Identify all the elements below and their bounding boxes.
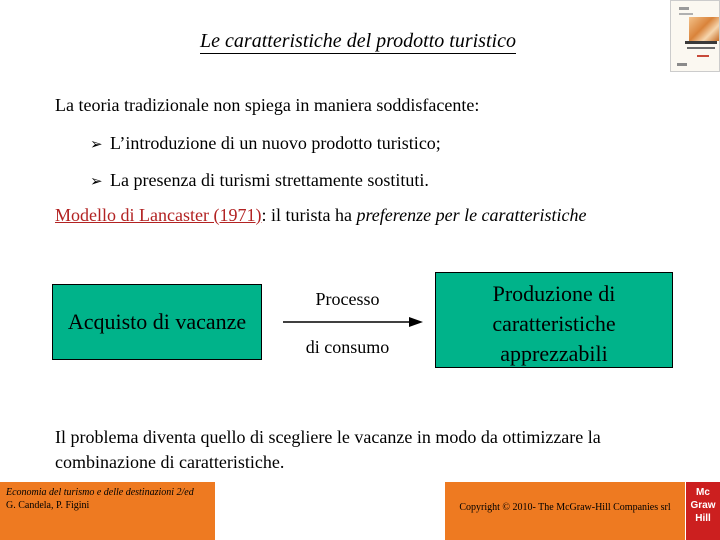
footer-authors: G. Candela, P. Figini [6, 500, 90, 511]
footer-copyright: Copyright © 2010- The McGraw-Hill Companies srl [445, 482, 685, 540]
consumption-label: di consumo [305, 337, 390, 357]
process-label: Processo [315, 289, 380, 309]
intro-text: La teoria tradizionale non spiega in maniera soddisfacente: [55, 95, 480, 115]
vacation-purchase-box: Acquisto di vacanze [52, 284, 262, 360]
footer-book-info [0, 482, 215, 540]
right-box-line-1: Produzione di [492, 281, 616, 306]
model-plain-text: il turista ha [266, 205, 357, 225]
footer-book-title: Economia del turismo e delle destinazioni 2/ed [6, 487, 194, 498]
mcgraw-hill-logo [686, 482, 720, 540]
model-colon: : [261, 205, 267, 225]
conclusion-text: Il problema diventa quello di scegliere le vacanze in modo da ottimizzare la combinazione di caratteristiche. [55, 427, 601, 472]
model-italic-text: preferenze per le caratteristiche [356, 205, 587, 225]
slide-title [0, 30, 716, 53]
logo-line-2: Graw [690, 500, 716, 511]
bullet-item-1 [90, 133, 441, 154]
arrow-bullet-icon: ➢ [90, 135, 103, 153]
characteristics-production-box [435, 272, 673, 368]
right-box-line-2: caratteristiche [492, 311, 616, 336]
arrow-bullet-icon: ➢ [90, 172, 103, 190]
bullet-item-2-text: La presenza di turismi strettamente sostituti. [110, 170, 429, 190]
slide-title-text: Le caratteristiche del prodotto turistico [200, 30, 516, 52]
logo-line-1: Mc [696, 487, 710, 498]
process-arrow-icon [283, 316, 423, 328]
right-box-line-3: apprezzabili [500, 341, 608, 366]
bullet-item-2 [90, 170, 429, 191]
logo-line-3: Hill [695, 513, 711, 524]
book-cover-thumbnail [670, 0, 720, 72]
bullet-item-1-text: L’introduzione di un nuovo prodotto turistico; [110, 133, 441, 153]
lancaster-model-line [55, 205, 587, 226]
lancaster-model-reference: Modello di Lancaster (1971) [55, 205, 262, 225]
